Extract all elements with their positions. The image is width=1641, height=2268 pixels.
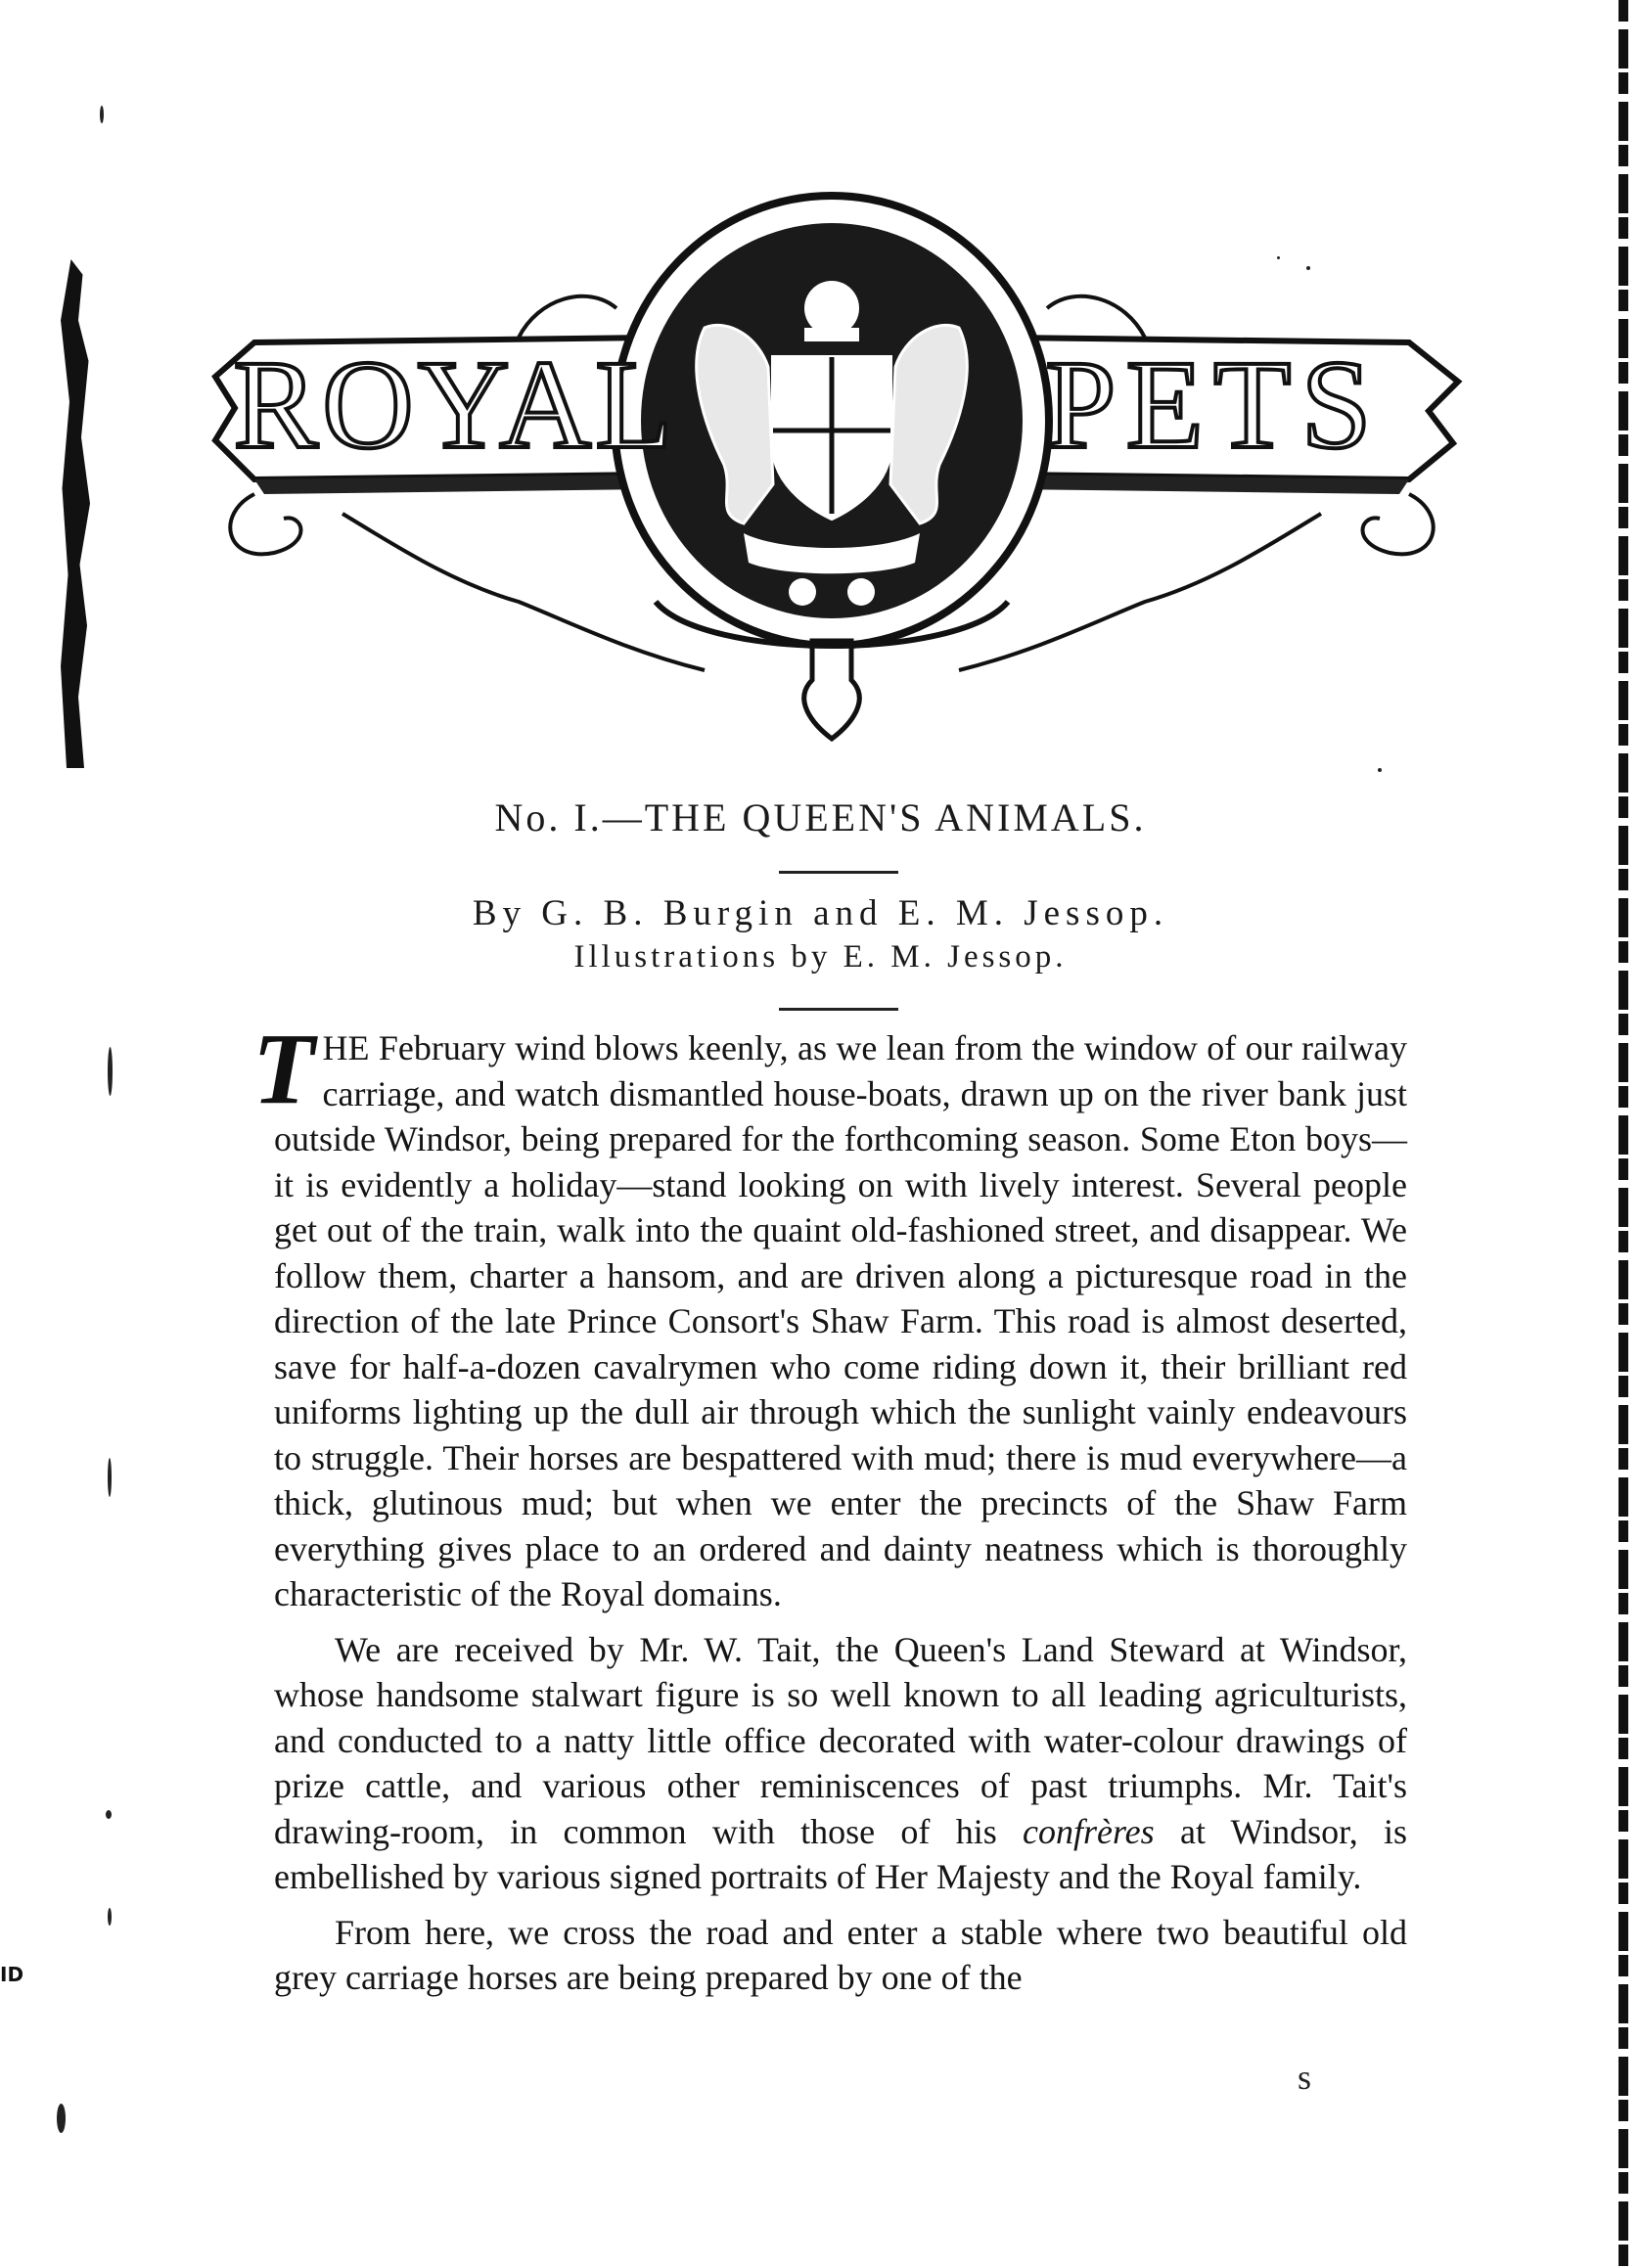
banner-word-left: ROYAL — [233, 335, 677, 476]
scan-speck — [100, 106, 104, 123]
article-title: No. I.—THE QUEEN'S ANIMALS. — [494, 795, 1147, 839]
scan-edge-right — [1618, 0, 1628, 2268]
crown-band — [804, 328, 859, 341]
medallion-pendant — [804, 641, 860, 739]
royal-pets-banner — [196, 191, 1468, 778]
scan-speck — [106, 1810, 112, 1819]
article-byline: By G. B. Burgin and E. M. Jessop. — [472, 893, 1169, 933]
scan-speck — [108, 1908, 112, 1926]
illustration-credit: Illustrations by E. M. Jessop. — [573, 939, 1068, 975]
paragraph-3: From here, we cross the road and enter a stable where two beautiful old grey carriage horses are being prepared by one of the — [274, 1912, 1407, 1997]
margin-side-mark: ID — [0, 1963, 24, 1986]
page-signature-letter: s — [1298, 2058, 1312, 2097]
crown-crest — [804, 281, 859, 336]
paragraph-1-text: HE February wind blows keenly, as we lean from the window of our railway carriage, and watch dismantled house-boats, drawn up on the river bank just outside Windsor, being prepared for the forthcoming season. Some Eton boys—it is evidently a holiday—stand looking on with lively interest. Several people get out of the train, walk into the quaint old-fashioned street, and disappear. We follow them, charter a hansom, and are driven along a picturesque road in the direction of the late Prince Consort's Shaw Farm. This road is almost deserted, save for half-a-dozen cavalrymen who come riding down it, their brilliant red uniforms lighting up the dull air through which the sunlight vainly endeavours to struggle. Their horses are bespattered with mud; there is mud everywhere—a thick, glutinous mud; but when we enter the precincts of the Shaw Farm everything gives place to an ordered and dainty neatness which is thoroughly characteristic of the Royal domains. — [274, 1028, 1407, 1613]
scan-speck — [57, 2104, 66, 2133]
paragraph-2-text-after: at Windsor, is embellished by various signed portraits of Her Majesty and the Royal family. — [274, 1811, 1408, 1896]
byline-rule — [779, 1008, 898, 1011]
title-rule — [779, 871, 898, 874]
article-body — [252, 1013, 1408, 2001]
paragraph-2 — [274, 1627, 1407, 1900]
scan-speck — [108, 1047, 113, 1096]
banner-illustration — [196, 191, 1468, 778]
banner-word-right: PETS — [1045, 335, 1382, 476]
paragraph-1 — [252, 1013, 1407, 1617]
scan-edge-left — [61, 259, 90, 768]
paragraph-2-italic: confrères — [1023, 1811, 1155, 1851]
scan-speck — [108, 1458, 112, 1497]
drop-cap: T — [252, 1013, 315, 1125]
rose-ornament — [789, 578, 816, 606]
paragraph-2-text-before: We are received by Mr. W. Tait, the Queen's Land Steward at Windsor, whose handsome stalwart figure is so well known to all leading agriculturists, and conducted to a natty little office decorated with water-colour drawings of prize cattle, and various other reminiscences of past triumphs. Mr. Tait's drawing-room, in common with those of his — [274, 1629, 1407, 1851]
rose-ornament — [847, 578, 875, 606]
